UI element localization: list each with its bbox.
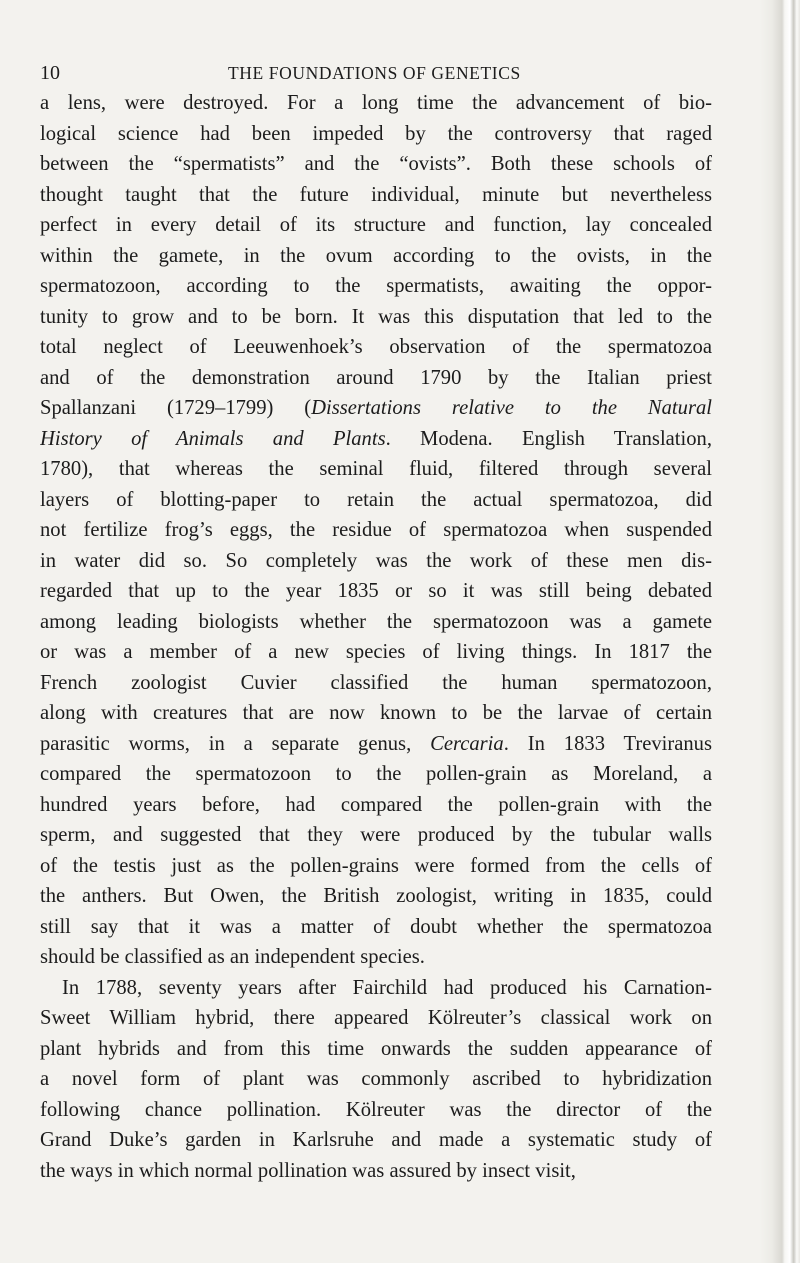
text-line: within the gamete, in the ovum according to the ovists, in the xyxy=(40,244,712,267)
text-line: or was a member of a new species of living things. In 1817 the xyxy=(40,641,712,663)
text-line: In 1788, seventy years after Fairchild had produced his Carnation- xyxy=(62,976,712,999)
text-line: total neglect of Leeuwenhoek’s observation of the spermatozoa xyxy=(40,336,712,358)
text-line: thought taught that the future individual, minute but nevertheless xyxy=(40,183,712,206)
paragraph-2 xyxy=(40,973,712,1187)
text-line: between the “spermatists” and the “ovists”. Both these schools of xyxy=(40,153,712,175)
text-line: layers of blotting-paper to retain the actual spermatozoa, did xyxy=(40,488,712,511)
body-text xyxy=(40,88,712,1186)
text-line: parasitic worms, in a separate genus, Cercaria. In 1833 Treviranus xyxy=(40,732,712,755)
text-line: the anthers. But Owen, the British zoologist, writing in 1835, could xyxy=(40,885,712,907)
text-line: Spallanzani (1729–1799) (Dissertations relative to the Natural xyxy=(40,397,712,419)
paragraph-1 xyxy=(40,88,712,973)
text-line: sperm, and suggested that they were produced by the tubular walls xyxy=(40,824,712,846)
text-line: French zoologist Cuvier classified the human spermatozoon, xyxy=(40,671,712,694)
text-line: and of the demonstration around 1790 by the Italian priest xyxy=(40,366,712,389)
page-edge-shadow xyxy=(760,0,800,1263)
text-line: tunity to grow and to be born. It was this disputation that led to the xyxy=(40,305,712,328)
text-line: 1780), that whereas the seminal fluid, filtered through several xyxy=(40,458,712,480)
text-line: logical science had been impeded by the controversy that raged xyxy=(40,122,712,145)
text-line: a novel form of plant was commonly ascribed to hybridization xyxy=(40,1068,712,1090)
text-line: should be classified as an independent species. xyxy=(40,946,425,968)
text-line: spermatozoon, according to the spermatists, awaiting the oppor- xyxy=(40,275,712,297)
text-line: History of Animals and Plants. Modena. English Translation, xyxy=(40,427,712,450)
text-line: still say that it was a matter of doubt whether the spermatozoa xyxy=(40,915,712,938)
page-number: 10 xyxy=(40,62,60,84)
text-line: not fertilize frog’s eggs, the residue of spermatozoa when suspended xyxy=(40,519,712,541)
text-line: Sweet William hybrid, there appeared Kölreuter’s classical work on xyxy=(40,1007,712,1029)
running-head: THE FOUNDATIONS OF GENETICS xyxy=(228,63,521,83)
text-line: plant hybrids and from this time onwards the sudden appearance of xyxy=(40,1037,712,1060)
text-line: a lens, were destroyed. For a long time the advancement of bio- xyxy=(40,92,712,114)
text-line: following chance pollination. Kölreuter was the director of the xyxy=(40,1098,712,1121)
text-line: of the testis just as the pollen-grains were formed from the cells of xyxy=(40,854,712,877)
text-line: in water did so. So completely was the work of these men dis- xyxy=(40,549,712,572)
text-line: compared the spermatozoon to the pollen-grain as Moreland, a xyxy=(40,763,712,785)
text-line: along with creatures that are now known to be the larvae of certain xyxy=(40,702,712,724)
text-line: hundred years before, had compared the pollen-grain with the xyxy=(40,793,712,816)
text-line: the ways in which normal pollination was assured by insect visit, xyxy=(40,1159,576,1182)
text-line: among leading biologists whether the spermatozoon was a gamete xyxy=(40,610,712,633)
text-line: regarded that up to the year 1835 or so it was still being debated xyxy=(40,580,712,602)
page-header xyxy=(40,58,712,88)
text-line: perfect in every detail of its structure and function, lay concealed xyxy=(40,214,712,236)
text-line: Grand Duke’s garden in Karlsruhe and made a systematic study of xyxy=(40,1129,712,1151)
